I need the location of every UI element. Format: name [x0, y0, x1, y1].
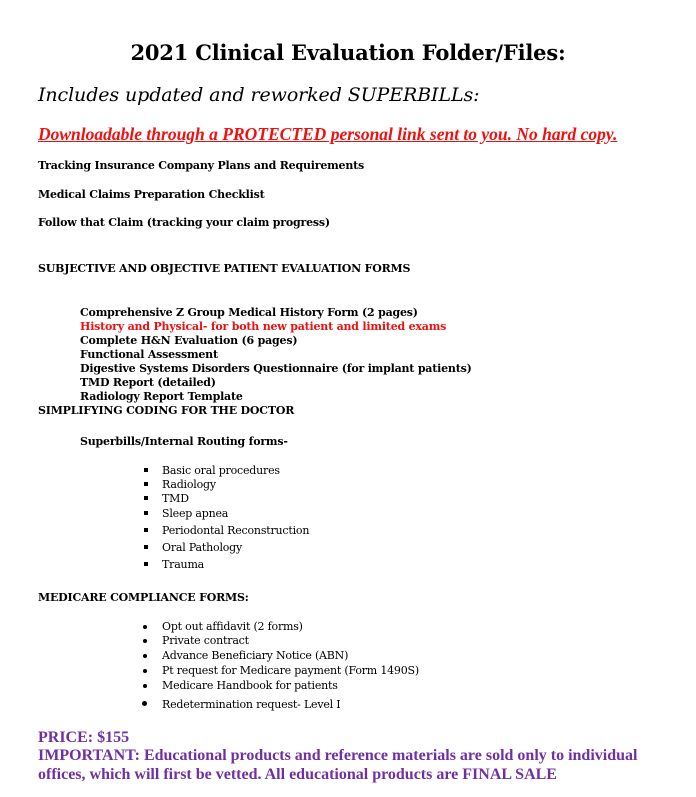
download-notice: Downloadable through a PROTECTED personal link sent to you. No hard copy.: [38, 124, 618, 144]
medicare-form-item: Pt request for Medicare payment (Form 1490S): [162, 664, 419, 677]
eval-form-item: Functional Assessment: [80, 348, 218, 361]
price-label: PRICE: $155: [38, 729, 130, 746]
square-bullet-icon: [144, 528, 148, 532]
square-bullet-icon: [144, 562, 148, 566]
round-bullet-icon: [143, 684, 147, 688]
superbill-item: Trauma: [162, 558, 205, 571]
medicare-form-item: Redetermination request- Level I: [162, 698, 341, 711]
square-bullet-icon: [144, 468, 148, 472]
medicare-form-item: Medicare Handbook for patients: [162, 679, 338, 692]
eval-form-item: Complete H&N Evaluation (6 pages): [80, 334, 298, 347]
round-bullet-icon: [143, 625, 147, 629]
square-bullet-icon: [144, 511, 148, 515]
document-subtitle: Includes updated and reworked SUPERBILLs:: [38, 84, 480, 106]
round-bullet-icon: [143, 639, 147, 643]
superbill-item: TMD: [162, 492, 189, 505]
superbill-item: Radiology: [162, 478, 216, 491]
superbill-item: Oral Pathology: [162, 541, 243, 554]
coding-heading: SIMPLIFYING CODING FOR THE DOCTOR: [38, 404, 295, 417]
superbills-heading: Superbills/Internal Routing forms-: [80, 435, 288, 448]
document-title: 2021 Clinical Evaluation Folder/Files:: [130, 40, 566, 65]
tracking-line: Tracking Insurance Company Plans and Requirements: [38, 159, 365, 172]
medicare-form-item: Advance Beneficiary Notice (ABN): [162, 649, 349, 662]
medicare-form-item: Opt out affidavit (2 forms): [162, 620, 303, 633]
superbill-item: Sleep apnea: [162, 507, 229, 520]
superbill-item: Basic oral procedures: [162, 464, 280, 477]
superbill-item: Periodontal Reconstruction: [162, 524, 310, 537]
round-bullet-icon: [143, 654, 147, 658]
eval-form-item: Comprehensive Z Group Medical History Form (2 pages): [80, 306, 418, 319]
square-bullet-icon: [144, 482, 148, 486]
square-bullet-icon: [144, 545, 148, 549]
square-bullet-icon: [144, 496, 148, 500]
important-notice-line: IMPORTANT: Educational products and reference materials are sold only to individual: [38, 747, 638, 764]
eval-form-item: Radiology Report Template: [80, 390, 243, 403]
tracking-line: Follow that Claim (tracking your claim progress): [38, 216, 330, 229]
eval-form-item: Digestive Systems Disorders Questionnaire (for implant patients): [80, 362, 472, 375]
round-bullet-icon: [142, 701, 147, 706]
eval-form-item: History and Physical- for both new patient and limited exams: [80, 320, 447, 333]
round-bullet-icon: [143, 669, 147, 673]
important-notice-line: offices, which will first be vetted. All educational products are FINAL SALE: [38, 766, 557, 783]
medicare-form-item: Private contract: [162, 634, 249, 647]
tracking-line: Medical Claims Preparation Checklist: [38, 188, 265, 201]
eval-forms-heading: SUBJECTIVE AND OBJECTIVE PATIENT EVALUATION FORMS: [38, 262, 411, 275]
medicare-heading: MEDICARE COMPLIANCE FORMS:: [38, 591, 249, 604]
eval-form-item: TMD Report (detailed): [80, 376, 216, 389]
